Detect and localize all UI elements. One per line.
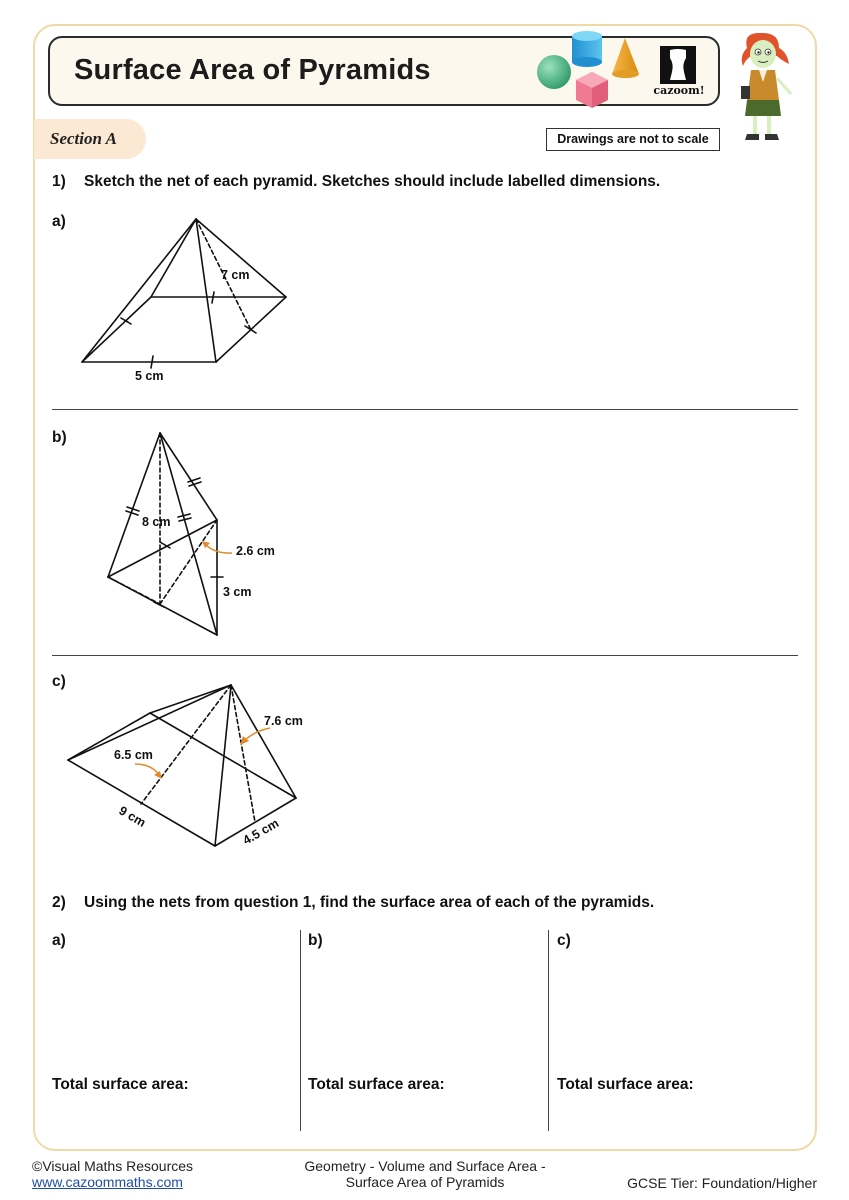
- dim-4-5cm: 4.5 cm: [240, 816, 282, 848]
- dim-2-6cm: 2.6 cm: [236, 544, 275, 558]
- question-text: Using the nets from question 1, find the surface area of each of the pyramids.: [84, 894, 655, 911]
- footer-copyright: ©Visual Maths Resources: [32, 1158, 194, 1174]
- question-number: 1): [52, 173, 66, 190]
- footer-website[interactable]: [32, 1174, 183, 1190]
- dim-9cm: 9 cm: [116, 803, 149, 830]
- part-label-1a: a): [52, 213, 66, 230]
- footer-topic: [250, 1158, 600, 1190]
- dim-7-6cm: 7.6 cm: [264, 714, 303, 728]
- footer-topic-line1: Geometry - Volume and Surface Area -: [304, 1158, 546, 1174]
- dim-3cm: 3 cm: [223, 585, 252, 599]
- column-divider-1: [300, 930, 301, 1131]
- answer-label-2b: b): [308, 932, 323, 949]
- column-divider-2: [548, 930, 549, 1131]
- footer-tier: GCSE Tier: Foundation/Higher: [627, 1175, 817, 1191]
- answer-label-2a: a): [52, 932, 66, 949]
- logo-text: cazoom!: [653, 84, 705, 97]
- dim-8cm: 8 cm: [142, 515, 171, 529]
- scale-note: Drawings are not to scale: [546, 128, 720, 151]
- dim-6-5cm: 6.5 cm: [114, 748, 153, 762]
- question-text: Sketch the net of each pyramid. Sketches should include labelled dimensions.: [84, 173, 661, 190]
- total-surface-area-c: Total surface area:: [557, 1076, 694, 1093]
- section-label: Section A: [50, 129, 117, 148]
- total-surface-area-a: Total surface area:: [52, 1076, 189, 1093]
- part-label-1c: c): [52, 673, 66, 690]
- page-title: Surface Area of Pyramids: [74, 54, 431, 86]
- total-surface-area-b: Total surface area:: [308, 1076, 445, 1093]
- website-link[interactable]: www.cazoommaths.com: [32, 1174, 183, 1190]
- dim-5cm: 5 cm: [135, 369, 164, 383]
- answer-label-2c: c): [557, 932, 571, 949]
- dim-7cm: 7 cm: [221, 268, 250, 282]
- part-label-1b: b): [52, 429, 67, 446]
- footer-topic-line2: Surface Area of Pyramids: [345, 1174, 505, 1190]
- question-number: 2): [52, 894, 66, 911]
